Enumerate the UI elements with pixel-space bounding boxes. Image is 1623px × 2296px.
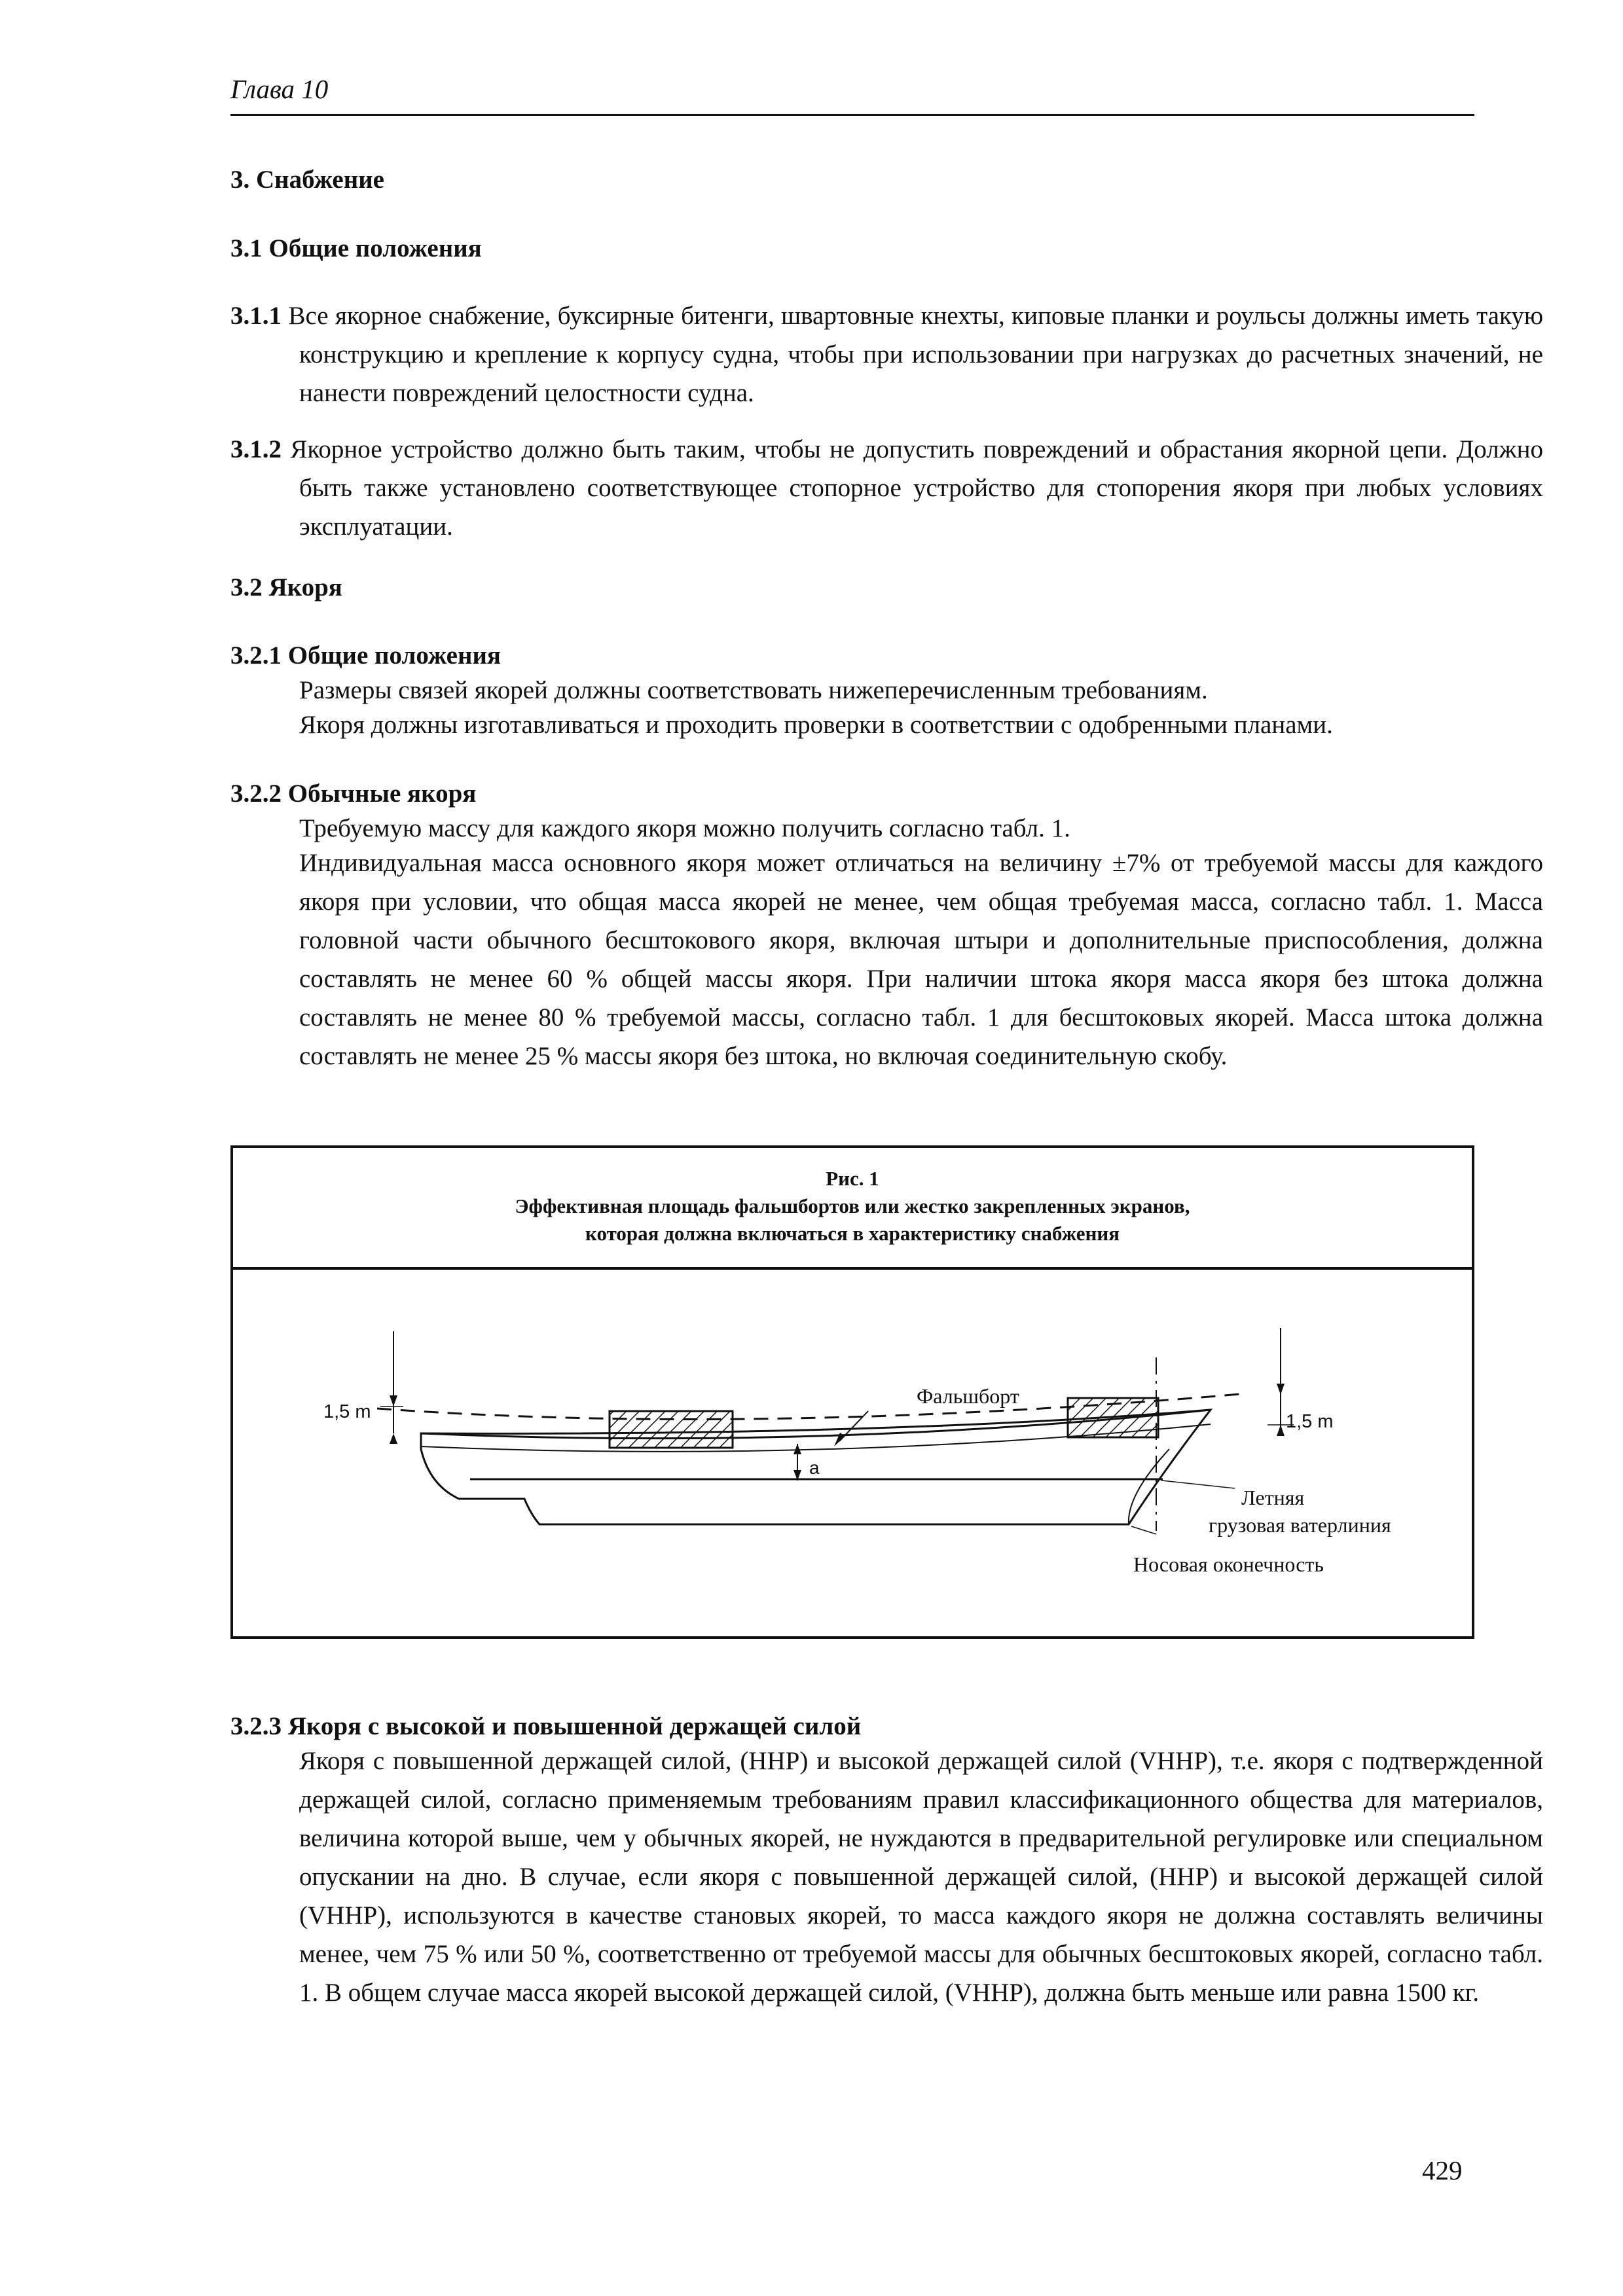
figure-caption-line-2: которая должна включаться в характеристику снабжения bbox=[585, 1222, 1120, 1245]
page-number: 429 bbox=[1422, 2155, 1463, 2185]
paragraph-number: 3.1.1 bbox=[230, 302, 282, 330]
label-waterline-1: Летняя bbox=[1241, 1486, 1305, 1509]
paragraph-text: Все якорное снабжение, буксирные битенги, швартовные кнехты, киповые планки и роульсы должны иметь такую конструкцию и крепление к корпусу судна, чтобы при использовании при нагрузках до расчетных значений, не нанести повреждений целостности судна. bbox=[288, 302, 1543, 407]
label-1-5m-right: 1,5 m bbox=[1286, 1411, 1334, 1432]
figure-caption-number: Рис. 1 bbox=[826, 1167, 879, 1190]
label-bulwark: Фальшборт bbox=[917, 1384, 1019, 1408]
paragraph-3-1-1 bbox=[230, 296, 1543, 412]
section-3-2-1-line-2: Якоря должны изготавливаться и проходить проверки в соответствии с одобренными планами. bbox=[299, 711, 1333, 739]
section-3-2-2-title: 3.2.2 Обычные якоря bbox=[230, 780, 477, 808]
header-rule bbox=[230, 114, 1474, 116]
forefoot-curve bbox=[1129, 1449, 1169, 1524]
label-a: a bbox=[809, 1458, 820, 1478]
section-3-2-2-paragraph: Индивидуальная масса основного якоря может отличаться на величину ±7% от требуемой массы для каждого якоря при условии, что общая масса якорей не менее, чем общая требуемая масса, согласно табл. 1. Масса головной части обычного бесштокового якоря, включая штыри и дополнительные приспособления, должна составлять не менее 60 % общей массы якоря. При наличии штока якоря масса якоря без штока должна составлять не менее 80 % требуемой массы, согласно табл. 1 для бесштоковых якорей. Масса штока должна составлять не менее 25 % массы якоря без штока, но включая соединительную скобу. bbox=[299, 849, 1543, 1070]
section-3-title: 3. Снабжение bbox=[230, 166, 384, 194]
paragraph-text: Якорное устройство должно быть таким, чтобы не допустить повреждений и обрастания якорной цепи. Должно быть также установлено соответствующее стопорное устройство для стопорения якоря при любых условиях эксплуатации. bbox=[290, 435, 1543, 541]
section-3-2-3-paragraph: Якоря с повышенной держащей силой, (HHP) и высокой держащей силой (VHHP), т.е. якоря с подтвержденной держащей силой, согласно применяемым требованиям правил классификационного общества для материалов, величина которой выше, чем у обычных якорей, не нуждаются в предварительной регулировке или специальном опускании на дно. В случае, если якоря с повышенной держащей силой, (HHP) и высокой держащей силой (VHHP), используются в качестве становых якорей, то масса каждого якоря не должна составлять величины менее, чем 75 % или 50 %, соответственно от требуемой массы для обычных бесштоковых якорей, согласно табл. 1. В общем случае масса якорей высокой держащей силой, (VHHP), должна быть меньше или равна 1500 кг. bbox=[299, 1747, 1543, 2007]
running-head: Глава 10 bbox=[230, 74, 329, 104]
section-3-1-title: 3.1 Общие положения bbox=[230, 234, 482, 262]
section-3-2-3-title: 3.2.3 Якоря с высокой и повышенной держащей силой bbox=[230, 1712, 862, 1740]
section-3-2-title: 3.2 Якоря bbox=[230, 573, 342, 601]
ship-diagram bbox=[233, 1272, 1472, 1634]
section-3-2-1-line-1: Размеры связей якорей должны соответствовать нижеперечисленным требованиям. bbox=[299, 676, 1208, 704]
figure-caption-line-1: Эффективная площадь фальшбортов или жестко закрепленных экранов, bbox=[515, 1194, 1190, 1217]
figure-caption bbox=[233, 1148, 1472, 1270]
section-3-2-1-title: 3.2.1 Общие положения bbox=[230, 641, 501, 670]
bulwark-area-aft bbox=[610, 1411, 733, 1448]
label-waterline-2: грузовая ватерлиния bbox=[1209, 1513, 1391, 1537]
bulwark-area-fwd bbox=[1068, 1398, 1158, 1437]
figure-1 bbox=[230, 1145, 1474, 1639]
label-bow: Носовая оконечность bbox=[1133, 1552, 1324, 1576]
section-3-2-2-line-1: Требуемую массу для каждого якоря можно получить согласно табл. 1. bbox=[299, 814, 1070, 842]
label-1-5m-left: 1,5 m bbox=[323, 1401, 371, 1422]
paragraph-3-1-2 bbox=[230, 430, 1543, 546]
paragraph-number: 3.1.2 bbox=[230, 435, 282, 463]
